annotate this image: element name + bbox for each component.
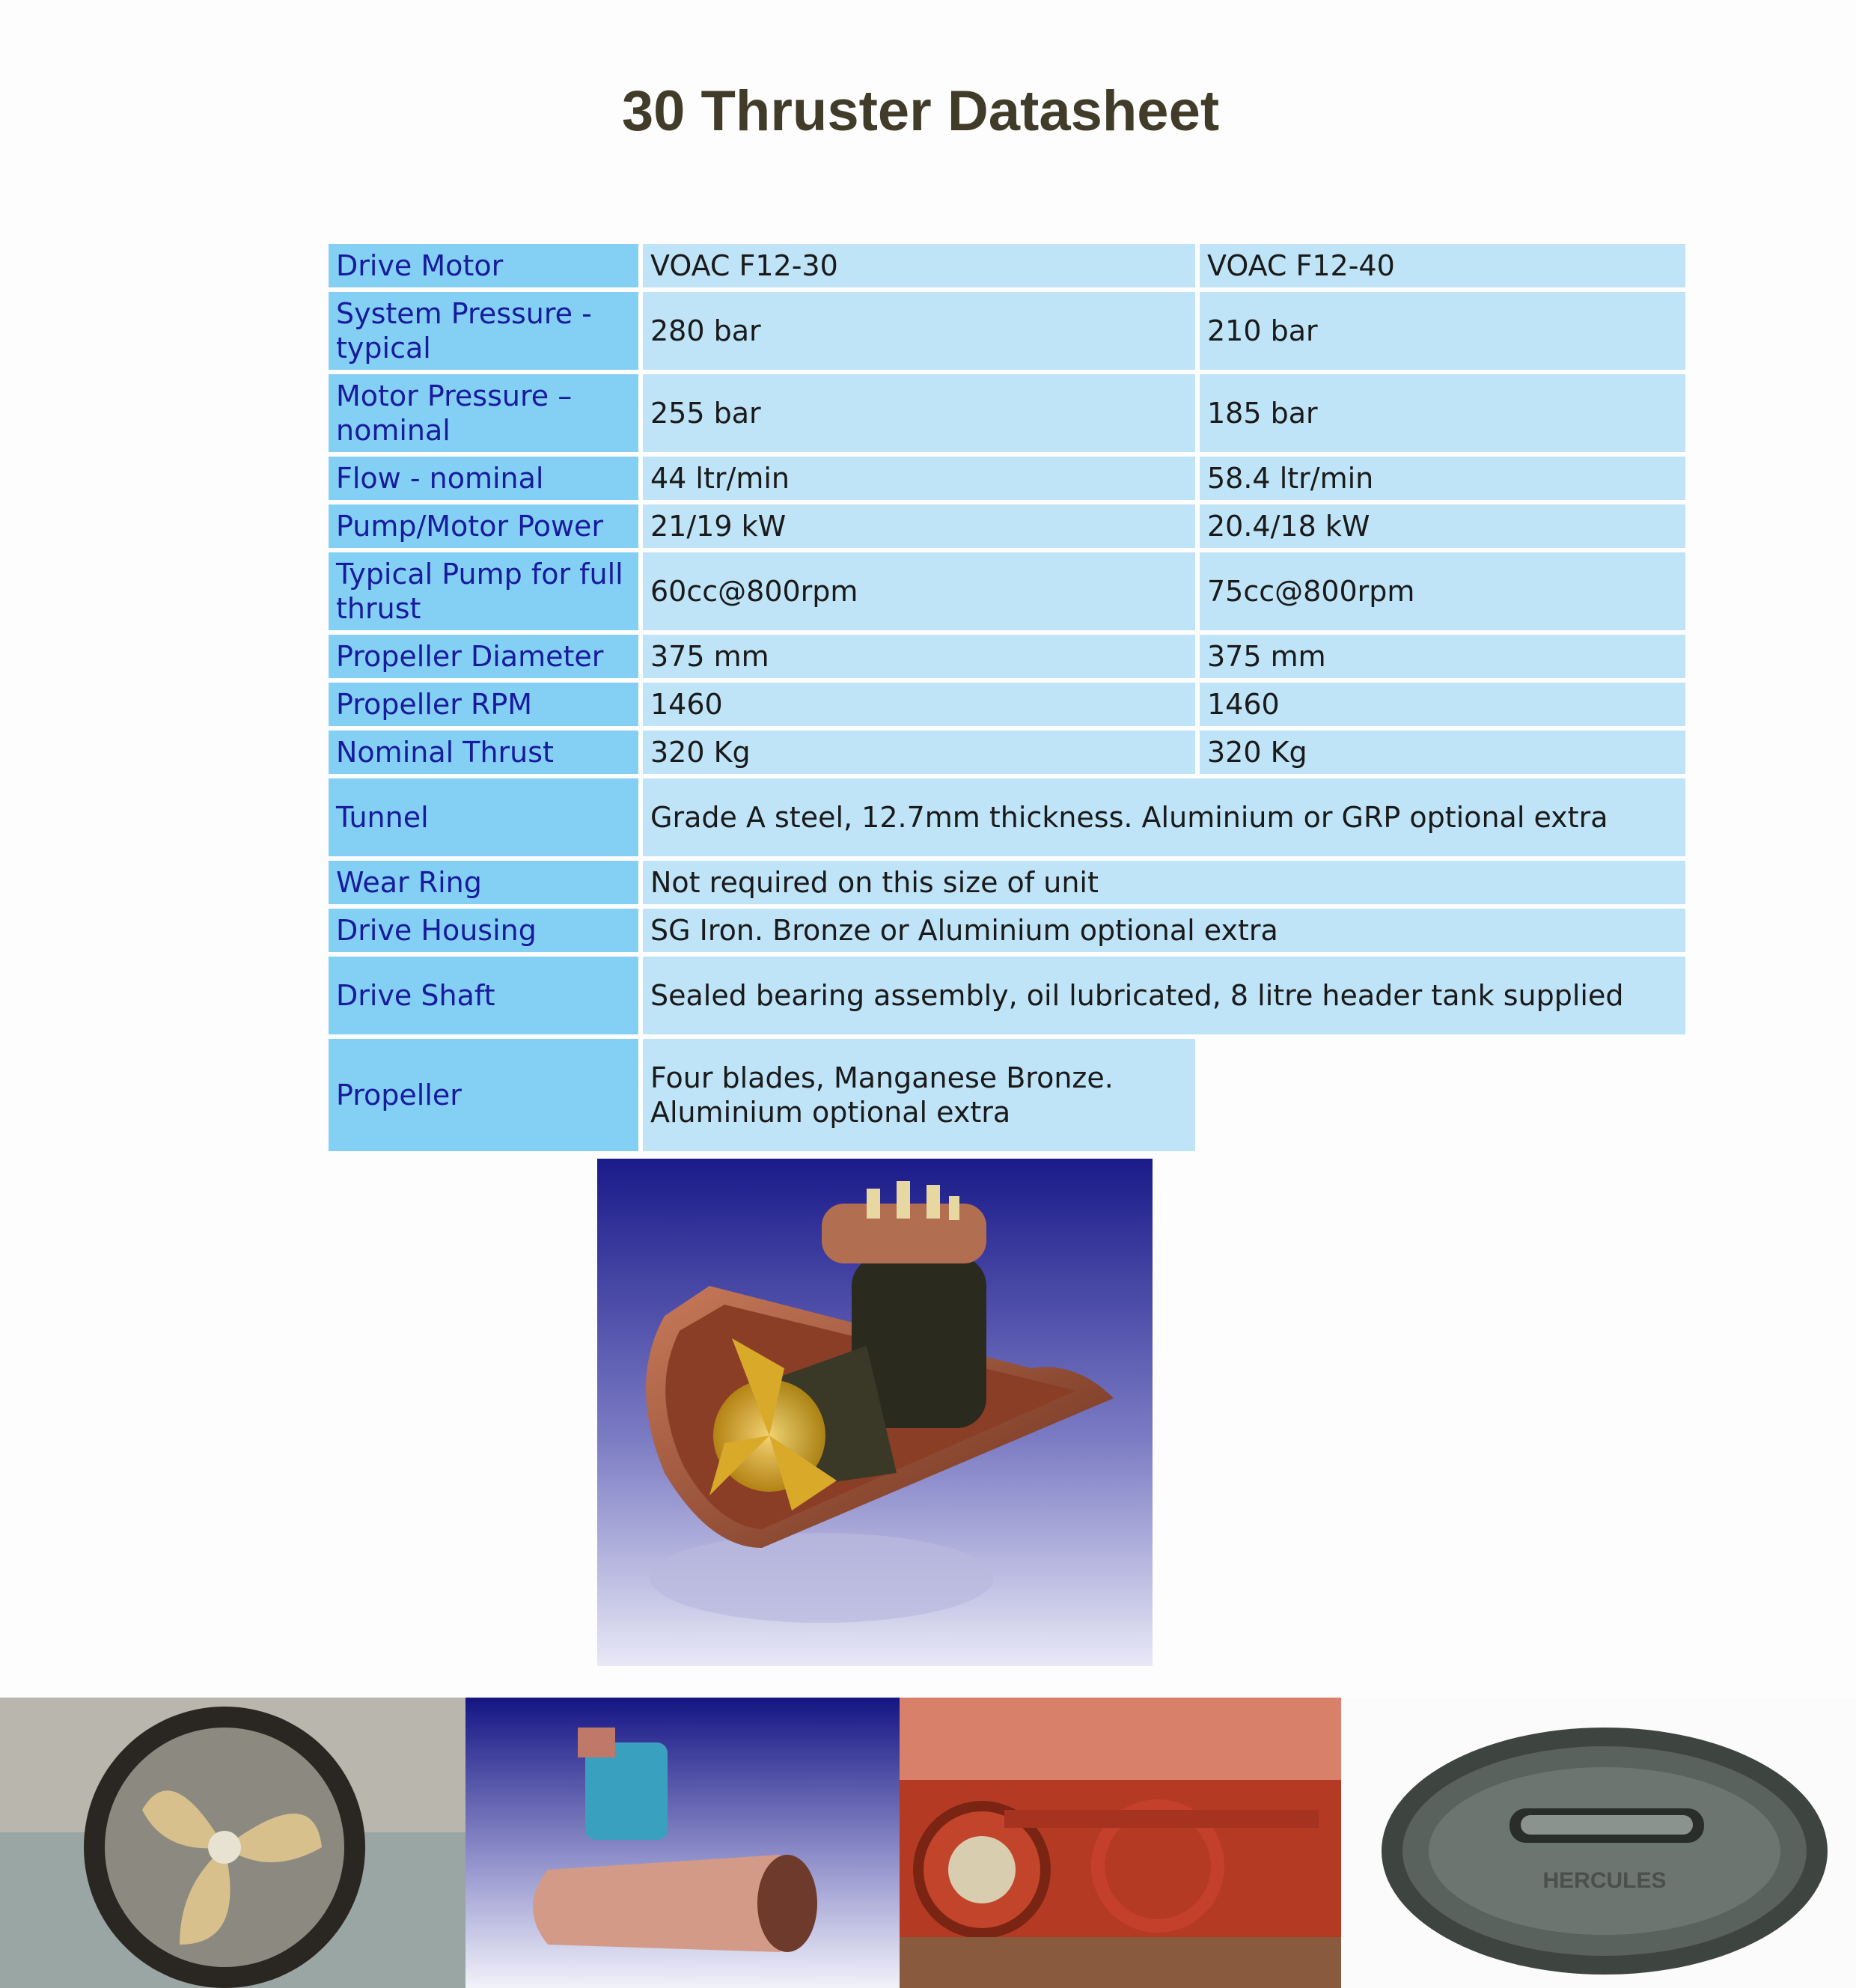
value-model-40: 185 bar (1197, 372, 1688, 454)
value-model-40: 58.4 ltr/min (1197, 454, 1688, 502)
value-model-30: VOAC F12-30 (641, 242, 1197, 290)
row-label: Typical Pump for full thrust (326, 550, 641, 632)
value-model-30: 320 Kg (641, 728, 1197, 776)
table-row (326, 954, 1688, 1037)
table-row (326, 728, 1688, 776)
value-model-40: 1460 (1197, 680, 1688, 728)
value-model-40: 210 bar (1197, 290, 1688, 372)
row-label: Drive Shaft (326, 954, 641, 1037)
row-label: Motor Pressure – nominal (326, 372, 641, 454)
row-label: System Pressure - typical (326, 290, 641, 372)
value-model-30: 1460 (641, 680, 1197, 728)
spec-table (326, 242, 1688, 1153)
value-model-30: 255 bar (641, 372, 1197, 454)
value-model-30: 60cc@800rpm (641, 550, 1197, 632)
value-model-40: 375 mm (1197, 632, 1688, 680)
table-row (326, 372, 1688, 454)
row-label: Flow - nominal (326, 454, 641, 502)
table-row (326, 1037, 1688, 1153)
value-model-30: 280 bar (641, 290, 1197, 372)
table-row (326, 242, 1688, 290)
hatch-cover-image (1341, 1698, 1856, 1988)
row-label: Pump/Motor Power (326, 502, 641, 550)
row-label: Nominal Thrust (326, 728, 641, 776)
value-model-30: 44 ltr/min (641, 454, 1197, 502)
table-row (326, 454, 1688, 502)
value-propeller: Four blades, Manganese Bronze. Aluminium optional extra (641, 1037, 1197, 1153)
row-label: Drive Housing (326, 906, 641, 954)
row-label: Propeller (326, 1037, 641, 1153)
value-shared: SG Iron. Bronze or Aluminium optional extra (641, 906, 1688, 954)
table-row (326, 776, 1688, 859)
propeller-photo (0, 1698, 465, 1988)
value-model-30: 375 mm (641, 632, 1197, 680)
value-model-40: VOAC F12-40 (1197, 242, 1688, 290)
row-label: Wear Ring (326, 859, 641, 906)
electric-drive-thruster-render (465, 1698, 900, 1988)
hatch-cover-photo (1341, 1698, 1856, 1988)
row-label: Tunnel (326, 776, 641, 859)
row-label: Propeller RPM (326, 680, 641, 728)
table-row (326, 906, 1688, 954)
table-row (326, 290, 1688, 372)
table-row (326, 502, 1688, 550)
thruster-render-icon (597, 1159, 1153, 1666)
value-model-40: 75cc@800rpm (1197, 550, 1688, 632)
value-shared: Sealed bearing assembly, oil lubricated, 8 litre header tank supplied (641, 954, 1688, 1037)
installed-thrusters-image (900, 1698, 1341, 1988)
installed-thrusters-photo (900, 1698, 1341, 1988)
row-label: Drive Motor (326, 242, 641, 290)
table-row (326, 550, 1688, 632)
value-model-40: 320 Kg (1197, 728, 1688, 776)
value-model-40: 20.4/18 kW (1197, 502, 1688, 550)
thruster-render-image (597, 1159, 1153, 1666)
table-row (326, 859, 1688, 906)
electric-thruster-image (465, 1698, 900, 1988)
value-model-30: 21/19 kW (641, 502, 1197, 550)
propeller-in-tunnel-photo (0, 1698, 465, 1988)
empty-cell (1197, 1037, 1688, 1153)
row-label: Propeller Diameter (326, 632, 641, 680)
table-row (326, 680, 1688, 728)
value-shared: Grade A steel, 12.7mm thickness. Aluminium or GRP optional extra (641, 776, 1688, 859)
hatch-logo-text: HERCULES (1542, 1868, 1667, 1893)
page-title: 30 Thruster Datasheet (621, 79, 1220, 143)
table-row (326, 632, 1688, 680)
value-shared: Not required on this size of unit (641, 859, 1688, 906)
